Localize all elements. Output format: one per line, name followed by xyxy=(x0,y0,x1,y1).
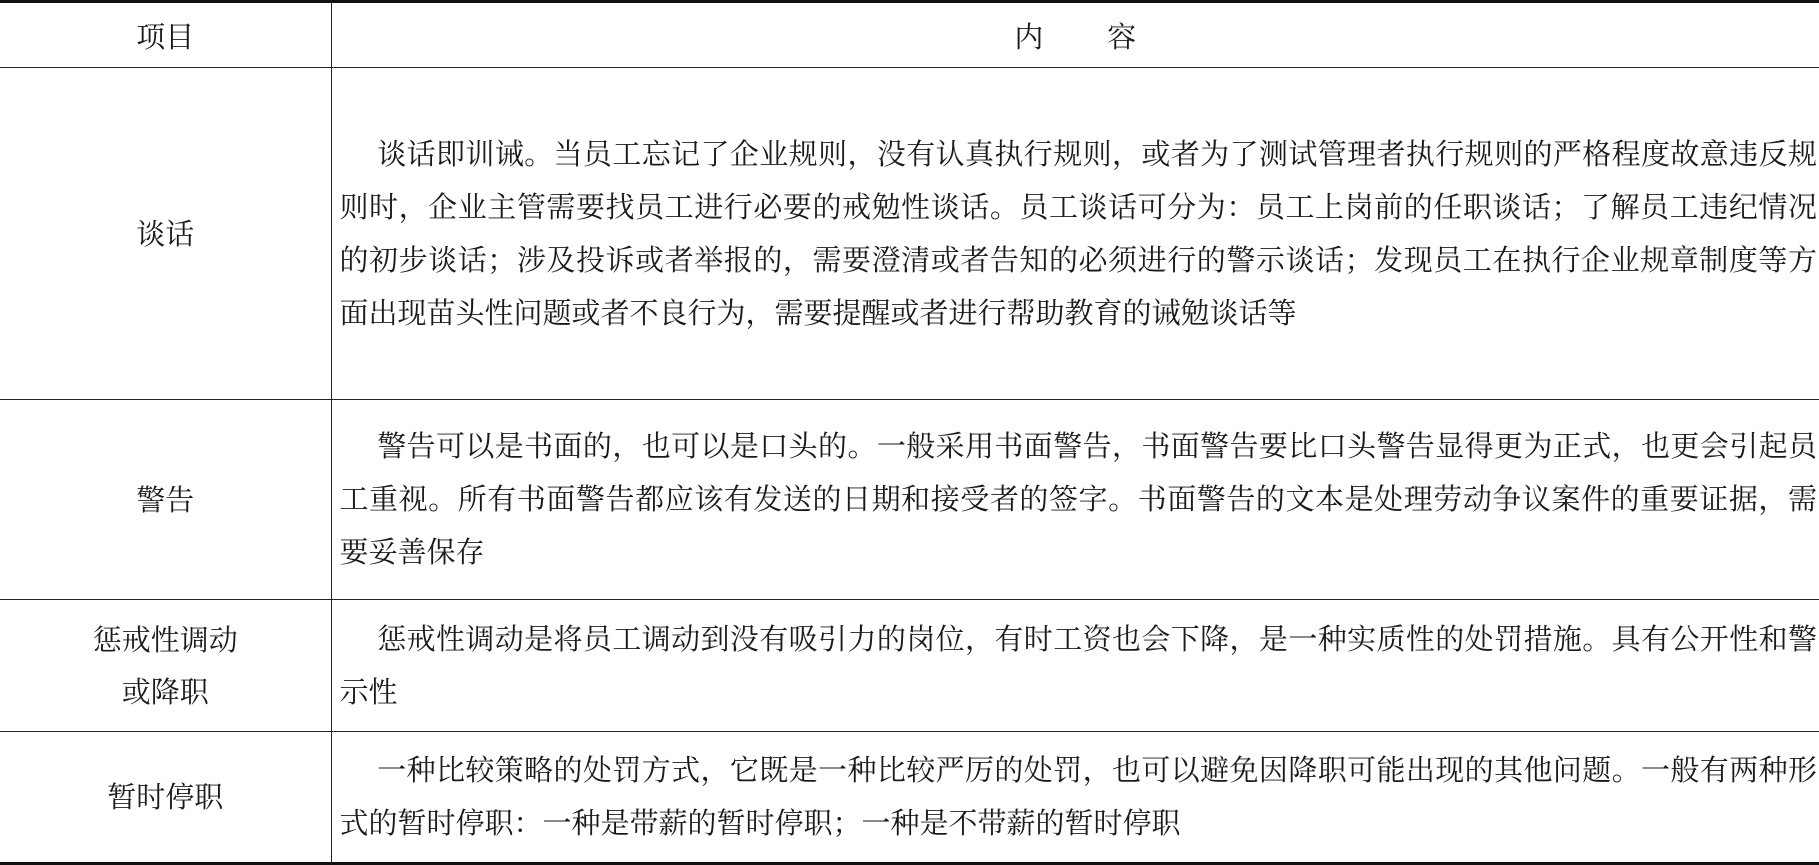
table-header xyxy=(0,2,1819,68)
row-item-label-line2: 或降职 xyxy=(121,674,209,709)
header-content xyxy=(331,2,1819,68)
row-content-text: 警告可以是书面的，也可以是口头的。一般采用书面警告，书面警告要比口头警告显得更为正式，也更会引起员工重视。所有书面警告都应该有发送的日期和接受者的签字。书面警告的文本是处理劳动争议案件的重要证据，需要妥善保存 xyxy=(339,429,1817,569)
table-row-suspension xyxy=(0,732,1819,864)
row-content-cell xyxy=(331,68,1819,400)
row-item-label-line1: 惩戒性调动 xyxy=(92,622,238,657)
row-content-cell xyxy=(331,400,1819,600)
row-content-cell xyxy=(331,600,1819,732)
row-item-label: 谈话 xyxy=(136,216,195,251)
row-item-cell xyxy=(0,68,331,400)
row-content-text: 谈话即训诫。当员工忘记了企业规则，没有认真执行规则，或者为了测试管理者执行规则的严格程度故意违反规则时，企业主管需要找员工进行必要的戒勉性谈话。员工谈话可分为：员工上岗前的任职谈话；了解员工违纪情况的初步谈话；涉及投诉或者举报的，需要澄清或者告知的必须进行的警示谈话；发现员工在执行企业规章制度等方面出现苗头性问题或者不良行为，需要提醒或者进行帮助教育的诫勉谈话等 xyxy=(339,136,1817,330)
table-body xyxy=(0,68,1819,864)
table-row-talk xyxy=(0,68,1819,400)
row-content-text: 惩戒性调动是将员工调动到没有吸引力的岗位，有时工资也会下降，是一种实质性的处罚措施。具有公开性和警示性 xyxy=(339,621,1817,709)
row-item-cell xyxy=(0,400,331,600)
header-item xyxy=(0,2,331,68)
header-item-label: 项目 xyxy=(136,19,195,54)
row-content-text: 一种比较策略的处罚方式，它既是一种比较严厉的处罚，也可以避免因降职可能出现的其他问题。一般有两种形式的暂时停职：一种是带薪的暂时停职；一种是不带薪的暂时停职 xyxy=(339,753,1817,840)
row-item-cell xyxy=(0,732,331,864)
row-item-cell xyxy=(0,600,331,732)
table-row-transfer xyxy=(0,600,1819,732)
row-content-cell xyxy=(331,732,1819,864)
header-content-label: 内容 xyxy=(1014,19,1200,54)
table-row-warning xyxy=(0,400,1819,600)
row-item-label: 暂时停职 xyxy=(107,780,224,814)
header-row xyxy=(0,2,1819,68)
row-item-label: 警告 xyxy=(136,482,195,517)
